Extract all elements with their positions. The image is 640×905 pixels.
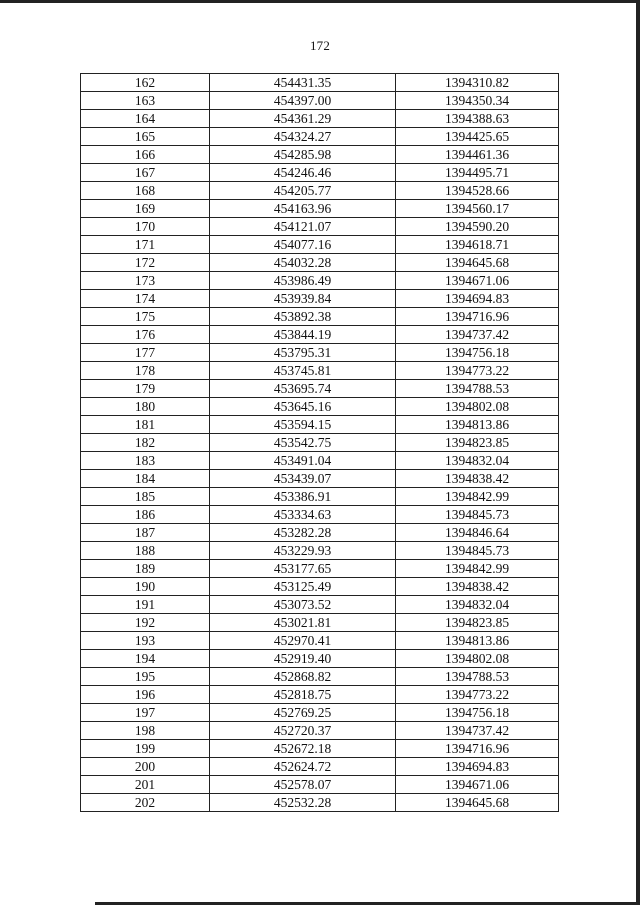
y-coordinate-cell: 1394645.68 <box>396 794 559 812</box>
point-number-cell: 179 <box>81 380 210 398</box>
y-coordinate-cell: 1394694.83 <box>396 758 559 776</box>
x-coordinate-cell: 453594.15 <box>210 416 396 434</box>
x-coordinate-cell: 453695.74 <box>210 380 396 398</box>
y-coordinate-cell: 1394645.68 <box>396 254 559 272</box>
table-row <box>81 272 559 290</box>
table-row <box>81 632 559 650</box>
point-number-cell: 186 <box>81 506 210 524</box>
x-coordinate-cell: 452818.75 <box>210 686 396 704</box>
y-coordinate-cell: 1394388.63 <box>396 110 559 128</box>
y-coordinate-cell: 1394838.42 <box>396 578 559 596</box>
x-coordinate-cell: 454324.27 <box>210 128 396 146</box>
x-coordinate-cell: 453021.81 <box>210 614 396 632</box>
table-row <box>81 470 559 488</box>
table-row <box>81 344 559 362</box>
y-coordinate-cell: 1394773.22 <box>396 686 559 704</box>
x-coordinate-cell: 453986.49 <box>210 272 396 290</box>
x-coordinate-cell: 453892.38 <box>210 308 396 326</box>
x-coordinate-cell: 454205.77 <box>210 182 396 200</box>
y-coordinate-cell: 1394716.96 <box>396 740 559 758</box>
table-row <box>81 560 559 578</box>
x-coordinate-cell: 452720.37 <box>210 722 396 740</box>
point-number-cell: 201 <box>81 776 210 794</box>
x-coordinate-cell: 453073.52 <box>210 596 396 614</box>
x-coordinate-cell: 452919.40 <box>210 650 396 668</box>
point-number-cell: 162 <box>81 74 210 92</box>
table-row <box>81 380 559 398</box>
point-number-cell: 163 <box>81 92 210 110</box>
table-row <box>81 650 559 668</box>
page-number: 172 <box>309 38 331 53</box>
y-coordinate-cell: 1394756.18 <box>396 704 559 722</box>
x-coordinate-cell: 454121.07 <box>210 218 396 236</box>
x-coordinate-cell: 454397.00 <box>210 92 396 110</box>
y-coordinate-cell: 1394846.64 <box>396 524 559 542</box>
table-row <box>81 596 559 614</box>
y-coordinate-cell: 1394425.65 <box>396 128 559 146</box>
page-top-border <box>0 0 640 3</box>
table-row <box>81 704 559 722</box>
y-coordinate-cell: 1394737.42 <box>396 326 559 344</box>
y-coordinate-cell: 1394310.82 <box>396 74 559 92</box>
table-row <box>81 236 559 254</box>
y-coordinate-cell: 1394823.85 <box>396 434 559 452</box>
page-right-border <box>636 0 640 905</box>
table-row <box>81 254 559 272</box>
table-row <box>81 110 559 128</box>
y-coordinate-cell: 1394813.86 <box>396 416 559 434</box>
x-coordinate-cell: 453795.31 <box>210 344 396 362</box>
point-number-cell: 191 <box>81 596 210 614</box>
point-number-cell: 164 <box>81 110 210 128</box>
point-number-cell: 194 <box>81 650 210 668</box>
table-row <box>81 164 559 182</box>
y-coordinate-cell: 1394495.71 <box>396 164 559 182</box>
table-row <box>81 758 559 776</box>
x-coordinate-cell: 452578.07 <box>210 776 396 794</box>
point-number-cell: 195 <box>81 668 210 686</box>
x-coordinate-cell: 454285.98 <box>210 146 396 164</box>
point-number-cell: 193 <box>81 632 210 650</box>
y-coordinate-cell: 1394528.66 <box>396 182 559 200</box>
x-coordinate-cell: 453844.19 <box>210 326 396 344</box>
table-row <box>81 506 559 524</box>
y-coordinate-cell: 1394842.99 <box>396 488 559 506</box>
point-number-cell: 199 <box>81 740 210 758</box>
x-coordinate-cell: 452624.72 <box>210 758 396 776</box>
x-coordinate-cell: 452672.18 <box>210 740 396 758</box>
x-coordinate-cell: 453282.28 <box>210 524 396 542</box>
y-coordinate-cell: 1394773.22 <box>396 362 559 380</box>
y-coordinate-cell: 1394461.36 <box>396 146 559 164</box>
point-number-cell: 197 <box>81 704 210 722</box>
point-number-cell: 180 <box>81 398 210 416</box>
point-number-cell: 190 <box>81 578 210 596</box>
point-number-cell: 202 <box>81 794 210 812</box>
y-coordinate-cell: 1394737.42 <box>396 722 559 740</box>
table-row <box>81 362 559 380</box>
table-row <box>81 488 559 506</box>
y-coordinate-cell: 1394802.08 <box>396 398 559 416</box>
y-coordinate-cell: 1394788.53 <box>396 380 559 398</box>
x-coordinate-cell: 452868.82 <box>210 668 396 686</box>
table-row <box>81 308 559 326</box>
table-row <box>81 668 559 686</box>
x-coordinate-cell: 453745.81 <box>210 362 396 380</box>
point-number-cell: 175 <box>81 308 210 326</box>
y-coordinate-cell: 1394590.20 <box>396 218 559 236</box>
y-coordinate-cell: 1394618.71 <box>396 236 559 254</box>
y-coordinate-cell: 1394788.53 <box>396 668 559 686</box>
y-coordinate-cell: 1394671.06 <box>396 272 559 290</box>
point-number-cell: 181 <box>81 416 210 434</box>
y-coordinate-cell: 1394832.04 <box>396 596 559 614</box>
x-coordinate-cell: 453386.91 <box>210 488 396 506</box>
table-row <box>81 614 559 632</box>
coordinates-table <box>80 73 559 812</box>
point-number-cell: 188 <box>81 542 210 560</box>
point-number-cell: 189 <box>81 560 210 578</box>
y-coordinate-cell: 1394802.08 <box>396 650 559 668</box>
point-number-cell: 184 <box>81 470 210 488</box>
table-row <box>81 218 559 236</box>
x-coordinate-cell: 454032.28 <box>210 254 396 272</box>
x-coordinate-cell: 453491.04 <box>210 452 396 470</box>
table-row <box>81 686 559 704</box>
x-coordinate-cell: 454246.46 <box>210 164 396 182</box>
y-coordinate-cell: 1394694.83 <box>396 290 559 308</box>
point-number-cell: 187 <box>81 524 210 542</box>
y-coordinate-cell: 1394350.34 <box>396 92 559 110</box>
point-number-cell: 172 <box>81 254 210 272</box>
point-number-cell: 198 <box>81 722 210 740</box>
point-number-cell: 165 <box>81 128 210 146</box>
table-row <box>81 200 559 218</box>
x-coordinate-cell: 454431.35 <box>210 74 396 92</box>
table-row <box>81 542 559 560</box>
point-number-cell: 169 <box>81 200 210 218</box>
x-coordinate-cell: 452769.25 <box>210 704 396 722</box>
table-row <box>81 740 559 758</box>
table-row <box>81 182 559 200</box>
x-coordinate-cell: 453229.93 <box>210 542 396 560</box>
x-coordinate-cell: 453939.84 <box>210 290 396 308</box>
point-number-cell: 167 <box>81 164 210 182</box>
point-number-cell: 178 <box>81 362 210 380</box>
x-coordinate-cell: 453177.65 <box>210 560 396 578</box>
point-number-cell: 171 <box>81 236 210 254</box>
table-row <box>81 794 559 812</box>
y-coordinate-cell: 1394823.85 <box>396 614 559 632</box>
point-number-cell: 183 <box>81 452 210 470</box>
table-row <box>81 452 559 470</box>
table-row <box>81 398 559 416</box>
table-row <box>81 146 559 164</box>
table-row <box>81 434 559 452</box>
x-coordinate-cell: 453334.63 <box>210 506 396 524</box>
table-row <box>81 722 559 740</box>
point-number-cell: 173 <box>81 272 210 290</box>
point-number-cell: 182 <box>81 434 210 452</box>
point-number-cell: 185 <box>81 488 210 506</box>
x-coordinate-cell: 454163.96 <box>210 200 396 218</box>
x-coordinate-cell: 453645.16 <box>210 398 396 416</box>
table-row <box>81 128 559 146</box>
table-row <box>81 776 559 794</box>
point-number-cell: 192 <box>81 614 210 632</box>
coordinates-table-body <box>81 74 559 812</box>
point-number-cell: 174 <box>81 290 210 308</box>
y-coordinate-cell: 1394813.86 <box>396 632 559 650</box>
y-coordinate-cell: 1394842.99 <box>396 560 559 578</box>
y-coordinate-cell: 1394716.96 <box>396 308 559 326</box>
point-number-cell: 200 <box>81 758 210 776</box>
table-row <box>81 290 559 308</box>
table-row <box>81 524 559 542</box>
point-number-cell: 170 <box>81 218 210 236</box>
y-coordinate-cell: 1394838.42 <box>396 470 559 488</box>
table-row <box>81 326 559 344</box>
table-row <box>81 578 559 596</box>
x-coordinate-cell: 452532.28 <box>210 794 396 812</box>
x-coordinate-cell: 454361.29 <box>210 110 396 128</box>
point-number-cell: 168 <box>81 182 210 200</box>
x-coordinate-cell: 452970.41 <box>210 632 396 650</box>
x-coordinate-cell: 453125.49 <box>210 578 396 596</box>
y-coordinate-cell: 1394832.04 <box>396 452 559 470</box>
y-coordinate-cell: 1394756.18 <box>396 344 559 362</box>
y-coordinate-cell: 1394671.06 <box>396 776 559 794</box>
point-number-cell: 176 <box>81 326 210 344</box>
table-row <box>81 92 559 110</box>
y-coordinate-cell: 1394845.73 <box>396 542 559 560</box>
table-row <box>81 74 559 92</box>
x-coordinate-cell: 453542.75 <box>210 434 396 452</box>
point-number-cell: 196 <box>81 686 210 704</box>
y-coordinate-cell: 1394845.73 <box>396 506 559 524</box>
x-coordinate-cell: 453439.07 <box>210 470 396 488</box>
point-number-cell: 177 <box>81 344 210 362</box>
x-coordinate-cell: 454077.16 <box>210 236 396 254</box>
y-coordinate-cell: 1394560.17 <box>396 200 559 218</box>
table-row <box>81 416 559 434</box>
point-number-cell: 166 <box>81 146 210 164</box>
